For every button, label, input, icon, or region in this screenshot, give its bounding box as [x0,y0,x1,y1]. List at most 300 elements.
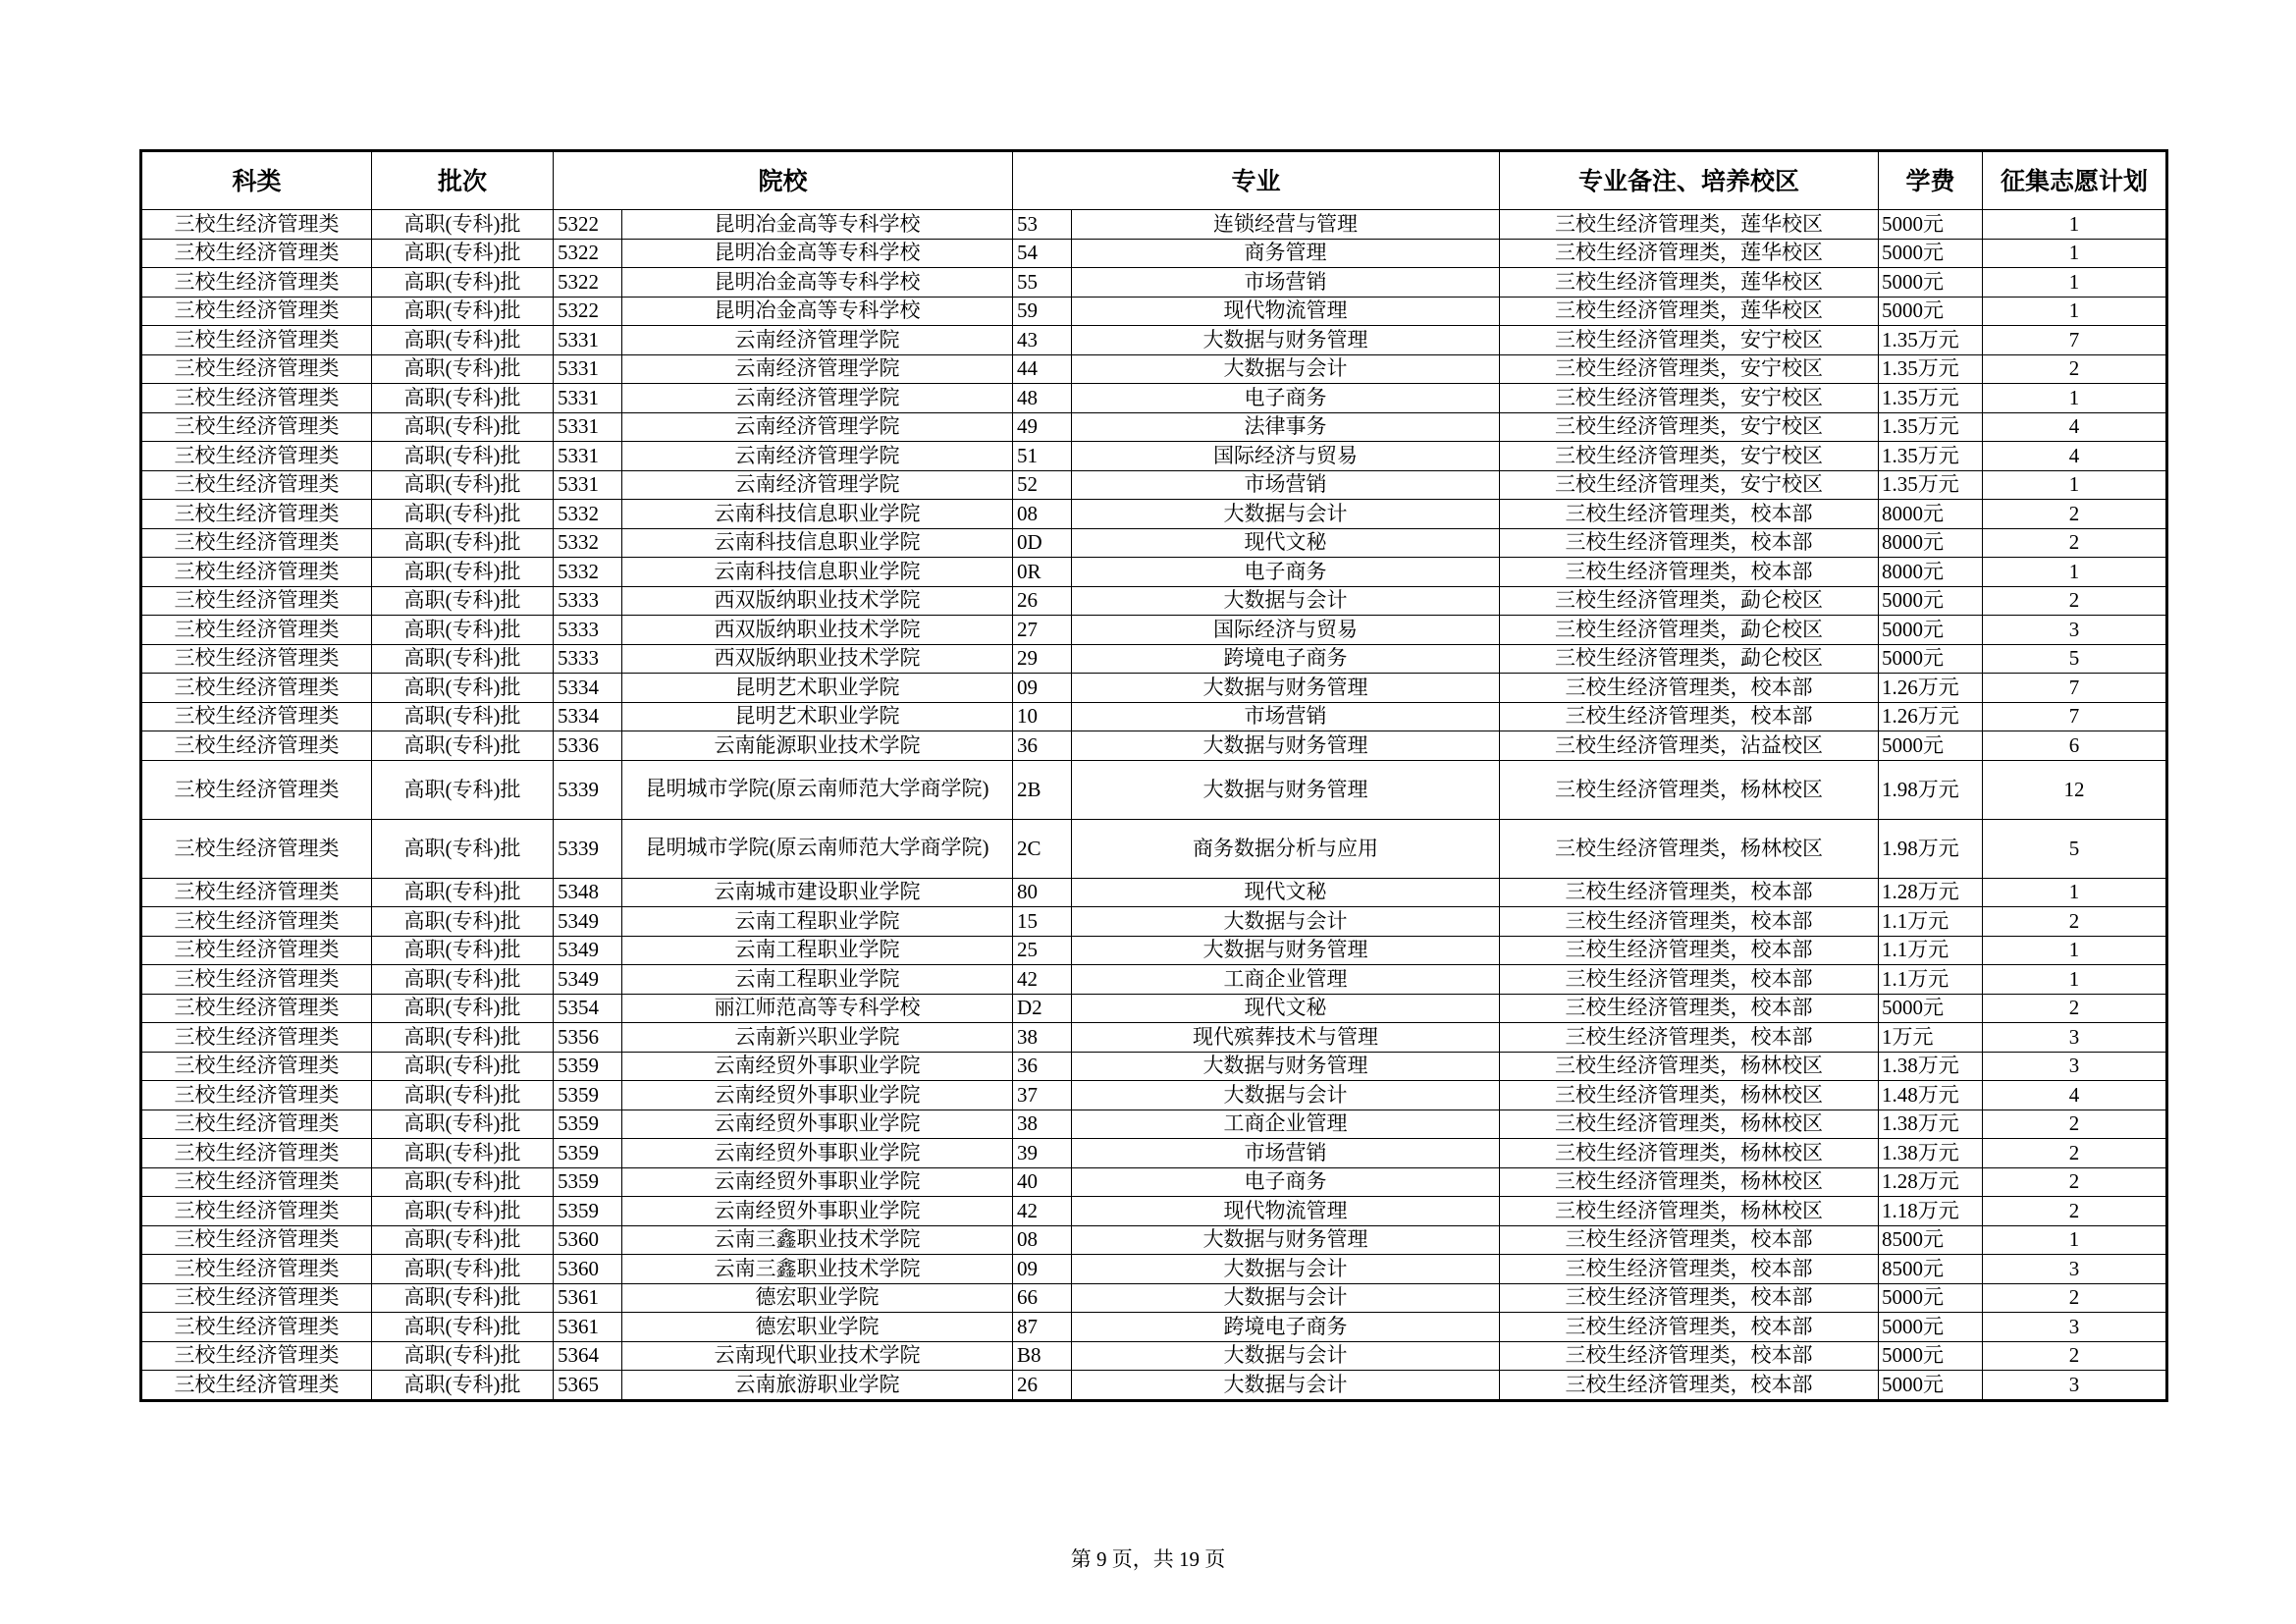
cell-school-code: 5334 [554,702,622,731]
cell-school: 云南经济管理学院 [622,354,1013,384]
cell-plan: 2 [1983,586,2167,616]
cell-batch: 高职(专科)批 [372,644,554,674]
cell-school-code: 5359 [554,1052,622,1081]
cell-remarks: 三校生经济管理类，校本部 [1500,936,1879,965]
cell-plan: 2 [1983,1110,2167,1139]
cell-major-code: B8 [1013,1341,1072,1371]
cell-school: 云南旅游职业学院 [622,1371,1013,1401]
cell-category: 三校生经济管理类 [141,616,372,645]
cell-school-code: 5349 [554,965,622,995]
cell-remarks: 三校生经济管理类，安宁校区 [1500,384,1879,413]
cell-plan: 1 [1983,239,2167,268]
cell-batch: 高职(专科)批 [372,412,554,442]
cell-school-code: 5331 [554,384,622,413]
cell-major-code: 10 [1013,702,1072,731]
cell-category: 三校生经济管理类 [141,586,372,616]
cell-remarks: 三校生经济管理类，莲华校区 [1500,239,1879,268]
cell-batch: 高职(专科)批 [372,1283,554,1313]
cell-major: 跨境电子商务 [1072,644,1500,674]
cell-category: 三校生经济管理类 [141,760,372,819]
cell-batch: 高职(专科)批 [372,239,554,268]
table-row [141,500,2167,529]
cell-school: 云南经济管理学院 [622,384,1013,413]
cell-category: 三校生经济管理类 [141,1313,372,1342]
cell-major-code: 66 [1013,1283,1072,1313]
cell-plan: 1 [1983,384,2167,413]
table-row [141,528,2167,558]
cell-remarks: 三校生经济管理类，安宁校区 [1500,442,1879,471]
cell-major: 大数据与会计 [1072,354,1500,384]
cell-school-code: 5331 [554,470,622,500]
table-row [141,1371,2167,1401]
cell-plan: 2 [1983,354,2167,384]
cell-school-code: 5360 [554,1225,622,1255]
table-row [141,1167,2167,1197]
cell-plan: 3 [1983,1313,2167,1342]
cell-remarks: 三校生经济管理类，安宁校区 [1500,470,1879,500]
cell-plan: 1 [1983,878,2167,907]
cell-school: 云南经济管理学院 [622,442,1013,471]
cell-major: 大数据与财务管理 [1072,1225,1500,1255]
cell-category: 三校生经济管理类 [141,558,372,587]
table-row [141,1283,2167,1313]
cell-remarks: 三校生经济管理类，校本部 [1500,702,1879,731]
cell-batch: 高职(专科)批 [372,470,554,500]
cell-plan: 3 [1983,616,2167,645]
cell-school-code: 5356 [554,1023,622,1053]
table-row [141,1081,2167,1110]
cell-category: 三校生经济管理类 [141,1371,372,1401]
cell-remarks: 三校生经济管理类，校本部 [1500,558,1879,587]
cell-fee: 5000元 [1879,994,1983,1023]
cell-batch: 高职(专科)批 [372,1023,554,1053]
cell-fee: 1.38万元 [1879,1139,1983,1168]
cell-category: 三校生经济管理类 [141,644,372,674]
cell-plan: 4 [1983,1081,2167,1110]
cell-school-code: 5361 [554,1313,622,1342]
cell-category: 三校生经济管理类 [141,354,372,384]
cell-plan: 2 [1983,1197,2167,1226]
cell-major: 电子商务 [1072,558,1500,587]
cell-plan: 2 [1983,907,2167,937]
cell-school: 昆明冶金高等专科学校 [622,268,1013,298]
cell-fee: 1.38万元 [1879,1110,1983,1139]
cell-fee: 8500元 [1879,1225,1983,1255]
cell-major-code: 40 [1013,1167,1072,1197]
cell-remarks: 三校生经济管理类，沾益校区 [1500,731,1879,761]
cell-school: 云南三鑫职业技术学院 [622,1255,1013,1284]
table-row [141,268,2167,298]
table-row [141,731,2167,761]
cell-school-code: 5359 [554,1110,622,1139]
cell-fee: 1.35万元 [1879,384,1983,413]
cell-plan: 1 [1983,936,2167,965]
cell-school-code: 5349 [554,936,622,965]
cell-category: 三校生经济管理类 [141,674,372,703]
cell-remarks: 三校生经济管理类，勐仑校区 [1500,586,1879,616]
header-row [141,151,2167,210]
cell-school: 云南工程职业学院 [622,936,1013,965]
cell-remarks: 三校生经济管理类，杨林校区 [1500,1052,1879,1081]
cell-fee: 1.18万元 [1879,1197,1983,1226]
cell-fee: 5000元 [1879,644,1983,674]
cell-batch: 高职(专科)批 [372,586,554,616]
cell-major-code: 26 [1013,1371,1072,1401]
cell-major-code: 38 [1013,1023,1072,1053]
cell-school: 云南经济管理学院 [622,412,1013,442]
cell-batch: 高职(专科)批 [372,731,554,761]
cell-school: 西双版纳职业技术学院 [622,586,1013,616]
cell-remarks: 三校生经济管理类，校本部 [1500,674,1879,703]
cell-major: 商务管理 [1072,239,1500,268]
cell-major-code: 0D [1013,528,1072,558]
cell-school-code: 5348 [554,878,622,907]
cell-school-code: 5359 [554,1139,622,1168]
cell-major: 大数据与会计 [1072,586,1500,616]
cell-remarks: 三校生经济管理类，校本部 [1500,965,1879,995]
table-row [141,586,2167,616]
cell-category: 三校生经济管理类 [141,1081,372,1110]
table-row [141,1197,2167,1226]
cell-remarks: 三校生经济管理类，校本部 [1500,1313,1879,1342]
cell-category: 三校生经济管理类 [141,326,372,355]
cell-major-code: 38 [1013,1110,1072,1139]
cell-school: 云南经贸外事职业学院 [622,1110,1013,1139]
cell-remarks: 三校生经济管理类，校本部 [1500,500,1879,529]
table-row [141,819,2167,878]
cell-category: 三校生经济管理类 [141,731,372,761]
cell-remarks: 三校生经济管理类，杨林校区 [1500,1139,1879,1168]
cell-batch: 高职(专科)批 [372,702,554,731]
cell-category: 三校生经济管理类 [141,878,372,907]
cell-batch: 高职(专科)批 [372,210,554,240]
cell-remarks: 三校生经济管理类，安宁校区 [1500,412,1879,442]
cell-plan: 3 [1983,1371,2167,1401]
cell-major-code: 08 [1013,1225,1072,1255]
table-row [141,644,2167,674]
cell-fee: 1.1万元 [1879,907,1983,937]
cell-school-code: 5336 [554,731,622,761]
cell-batch: 高职(专科)批 [372,500,554,529]
cell-school: 德宏职业学院 [622,1283,1013,1313]
cell-fee: 1.26万元 [1879,702,1983,731]
cell-remarks: 三校生经济管理类，莲华校区 [1500,210,1879,240]
cell-major-code: 51 [1013,442,1072,471]
cell-major: 现代物流管理 [1072,1197,1500,1226]
cell-school: 丽江师范高等专科学校 [622,994,1013,1023]
table-row [141,936,2167,965]
cell-school: 云南经济管理学院 [622,326,1013,355]
table-row [141,702,2167,731]
cell-fee: 1.28万元 [1879,878,1983,907]
table-row [141,1139,2167,1168]
cell-major-code: 53 [1013,210,1072,240]
cell-remarks: 三校生经济管理类，莲华校区 [1500,297,1879,326]
cell-plan: 3 [1983,1023,2167,1053]
cell-school: 云南经贸外事职业学院 [622,1139,1013,1168]
cell-major-code: 25 [1013,936,1072,965]
cell-plan: 5 [1983,644,2167,674]
cell-fee: 5000元 [1879,1371,1983,1401]
cell-school-code: 5354 [554,994,622,1023]
cell-major: 法律事务 [1072,412,1500,442]
cell-school: 昆明城市学院(原云南师范大学商学院) [622,819,1013,878]
table-header [141,151,2167,210]
cell-batch: 高职(专科)批 [372,1139,554,1168]
cell-category: 三校生经济管理类 [141,412,372,442]
cell-batch: 高职(专科)批 [372,1167,554,1197]
cell-school: 云南经济管理学院 [622,470,1013,500]
cell-batch: 高职(专科)批 [372,442,554,471]
cell-remarks: 三校生经济管理类，校本部 [1500,1341,1879,1371]
cell-remarks: 三校生经济管理类，杨林校区 [1500,760,1879,819]
cell-batch: 高职(专科)批 [372,1255,554,1284]
cell-major-code: 09 [1013,1255,1072,1284]
cell-fee: 1.35万元 [1879,326,1983,355]
cell-major: 大数据与会计 [1072,1081,1500,1110]
cell-category: 三校生经济管理类 [141,1225,372,1255]
cell-category: 三校生经济管理类 [141,1283,372,1313]
table-row [141,1313,2167,1342]
cell-major-code: 26 [1013,586,1072,616]
cell-batch: 高职(专科)批 [372,384,554,413]
cell-batch: 高职(专科)批 [372,936,554,965]
cell-category: 三校生经济管理类 [141,442,372,471]
cell-school-code: 5322 [554,268,622,298]
cell-school: 云南三鑫职业技术学院 [622,1225,1013,1255]
cell-fee: 5000元 [1879,586,1983,616]
cell-school: 云南科技信息职业学院 [622,528,1013,558]
cell-major: 电子商务 [1072,384,1500,413]
table-row [141,354,2167,384]
cell-remarks: 三校生经济管理类，校本部 [1500,1023,1879,1053]
cell-major: 大数据与财务管理 [1072,1052,1500,1081]
cell-fee: 8000元 [1879,500,1983,529]
cell-school-code: 5365 [554,1371,622,1401]
table-row [141,470,2167,500]
cell-fee: 1.35万元 [1879,412,1983,442]
cell-fee: 1.35万元 [1879,442,1983,471]
cell-plan: 1 [1983,470,2167,500]
cell-school-code: 5359 [554,1081,622,1110]
cell-major: 现代物流管理 [1072,297,1500,326]
cell-major: 大数据与财务管理 [1072,731,1500,761]
cell-fee: 1.48万元 [1879,1081,1983,1110]
cell-major-code: 2B [1013,760,1072,819]
cell-school: 云南工程职业学院 [622,907,1013,937]
cell-school-code: 5332 [554,528,622,558]
table-row [141,384,2167,413]
cell-major-code: 43 [1013,326,1072,355]
cell-plan: 2 [1983,1139,2167,1168]
cell-major: 现代殡葬技术与管理 [1072,1023,1500,1053]
cell-school: 昆明艺术职业学院 [622,674,1013,703]
cell-category: 三校生经济管理类 [141,268,372,298]
cell-batch: 高职(专科)批 [372,1081,554,1110]
cell-fee: 1.1万元 [1879,936,1983,965]
cell-batch: 高职(专科)批 [372,674,554,703]
cell-major: 市场营销 [1072,470,1500,500]
cell-batch: 高职(专科)批 [372,878,554,907]
cell-batch: 高职(专科)批 [372,994,554,1023]
cell-category: 三校生经济管理类 [141,528,372,558]
cell-fee: 5000元 [1879,731,1983,761]
cell-fee: 5000元 [1879,616,1983,645]
cell-fee: 8000元 [1879,528,1983,558]
cell-category: 三校生经济管理类 [141,384,372,413]
cell-school: 昆明冶金高等专科学校 [622,239,1013,268]
cell-fee: 8000元 [1879,558,1983,587]
cell-major: 大数据与会计 [1072,1371,1500,1401]
cell-category: 三校生经济管理类 [141,1023,372,1053]
cell-category: 三校生经济管理类 [141,819,372,878]
cell-school: 云南科技信息职业学院 [622,500,1013,529]
cell-plan: 6 [1983,731,2167,761]
cell-remarks: 三校生经济管理类，校本部 [1500,1255,1879,1284]
header-fee: 学费 [1879,151,1983,210]
cell-major: 跨境电子商务 [1072,1313,1500,1342]
cell-school-code: 5333 [554,616,622,645]
cell-school: 云南科技信息职业学院 [622,558,1013,587]
cell-batch: 高职(专科)批 [372,1225,554,1255]
page-footer: 第 9 页，共 19 页 [1070,1547,1226,1571]
cell-batch: 高职(专科)批 [372,1052,554,1081]
cell-plan: 3 [1983,1052,2167,1081]
cell-major-code: 55 [1013,268,1072,298]
cell-school: 云南经贸外事职业学院 [622,1197,1013,1226]
table-row [141,616,2167,645]
cell-school: 云南新兴职业学院 [622,1023,1013,1053]
cell-school-code: 5322 [554,210,622,240]
cell-major: 电子商务 [1072,1167,1500,1197]
cell-batch: 高职(专科)批 [372,1341,554,1371]
cell-major: 大数据与财务管理 [1072,760,1500,819]
cell-plan: 1 [1983,297,2167,326]
cell-batch: 高职(专科)批 [372,528,554,558]
table-row [141,1255,2167,1284]
cell-major-code: 42 [1013,1197,1072,1226]
cell-major: 大数据与会计 [1072,500,1500,529]
cell-remarks: 三校生经济管理类，勐仑校区 [1500,616,1879,645]
cell-major: 市场营销 [1072,702,1500,731]
cell-fee: 8500元 [1879,1255,1983,1284]
cell-batch: 高职(专科)批 [372,558,554,587]
cell-major-code: 52 [1013,470,1072,500]
cell-school-code: 5331 [554,354,622,384]
cell-major-code: 08 [1013,500,1072,529]
cell-school-code: 5339 [554,819,622,878]
cell-fee: 1.35万元 [1879,470,1983,500]
table-body [141,210,2167,1401]
cell-plan: 3 [1983,1255,2167,1284]
cell-remarks: 三校生经济管理类，安宁校区 [1500,326,1879,355]
cell-school: 云南经贸外事职业学院 [622,1052,1013,1081]
cell-school-code: 5331 [554,442,622,471]
cell-major: 市场营销 [1072,1139,1500,1168]
cell-major: 国际经济与贸易 [1072,442,1500,471]
cell-plan: 4 [1983,412,2167,442]
table-row [141,994,2167,1023]
cell-remarks: 三校生经济管理类，杨林校区 [1500,1167,1879,1197]
cell-major-code: 59 [1013,297,1072,326]
table-row [141,326,2167,355]
header-category: 科类 [141,151,372,210]
cell-major-code: D2 [1013,994,1072,1023]
cell-major: 国际经济与贸易 [1072,616,1500,645]
cell-major-code: 54 [1013,239,1072,268]
cell-batch: 高职(专科)批 [372,1313,554,1342]
table-row [141,965,2167,995]
cell-plan: 1 [1983,210,2167,240]
cell-batch: 高职(专科)批 [372,1110,554,1139]
cell-school-code: 5331 [554,326,622,355]
cell-school: 昆明冶金高等专科学校 [622,210,1013,240]
cell-school: 西双版纳职业技术学院 [622,616,1013,645]
cell-plan: 1 [1983,558,2167,587]
cell-major-code: 37 [1013,1081,1072,1110]
cell-school-code: 5360 [554,1255,622,1284]
cell-fee: 1.38万元 [1879,1052,1983,1081]
cell-school-code: 5359 [554,1197,622,1226]
cell-school: 云南城市建设职业学院 [622,878,1013,907]
cell-major: 商务数据分析与应用 [1072,819,1500,878]
cell-plan: 2 [1983,1341,2167,1371]
cell-plan: 4 [1983,442,2167,471]
cell-category: 三校生经济管理类 [141,936,372,965]
header-school: 院校 [554,151,1013,210]
cell-batch: 高职(专科)批 [372,907,554,937]
cell-batch: 高职(专科)批 [372,268,554,298]
cell-fee: 5000元 [1879,1313,1983,1342]
cell-plan: 1 [1983,965,2167,995]
cell-remarks: 三校生经济管理类，校本部 [1500,1225,1879,1255]
cell-remarks: 三校生经济管理类，校本部 [1500,1371,1879,1401]
cell-school-code: 5332 [554,558,622,587]
header-batch: 批次 [372,151,554,210]
cell-major-code: 80 [1013,878,1072,907]
cell-school: 云南现代职业技术学院 [622,1341,1013,1371]
cell-plan: 2 [1983,528,2167,558]
cell-major-code: 15 [1013,907,1072,937]
cell-remarks: 三校生经济管理类，校本部 [1500,878,1879,907]
cell-remarks: 三校生经济管理类，杨林校区 [1500,1197,1879,1226]
cell-remarks: 三校生经济管理类，杨林校区 [1500,1081,1879,1110]
cell-plan: 7 [1983,326,2167,355]
cell-category: 三校生经济管理类 [141,1167,372,1197]
table-row [141,878,2167,907]
cell-school-code: 5322 [554,297,622,326]
cell-fee: 1.26万元 [1879,674,1983,703]
cell-category: 三校生经济管理类 [141,239,372,268]
cell-fee: 1.98万元 [1879,819,1983,878]
table-row [141,412,2167,442]
cell-category: 三校生经济管理类 [141,702,372,731]
cell-fee: 1.1万元 [1879,965,1983,995]
cell-school: 西双版纳职业技术学院 [622,644,1013,674]
cell-plan: 1 [1983,268,2167,298]
cell-school: 云南经贸外事职业学院 [622,1081,1013,1110]
cell-batch: 高职(专科)批 [372,326,554,355]
cell-fee: 5000元 [1879,239,1983,268]
cell-school-code: 5349 [554,907,622,937]
cell-remarks: 三校生经济管理类，杨林校区 [1500,819,1879,878]
table-row [141,1052,2167,1081]
cell-major-code: 36 [1013,1052,1072,1081]
cell-plan: 2 [1983,500,2167,529]
cell-batch: 高职(专科)批 [372,819,554,878]
cell-remarks: 三校生经济管理类，校本部 [1500,994,1879,1023]
cell-major: 大数据与会计 [1072,907,1500,937]
